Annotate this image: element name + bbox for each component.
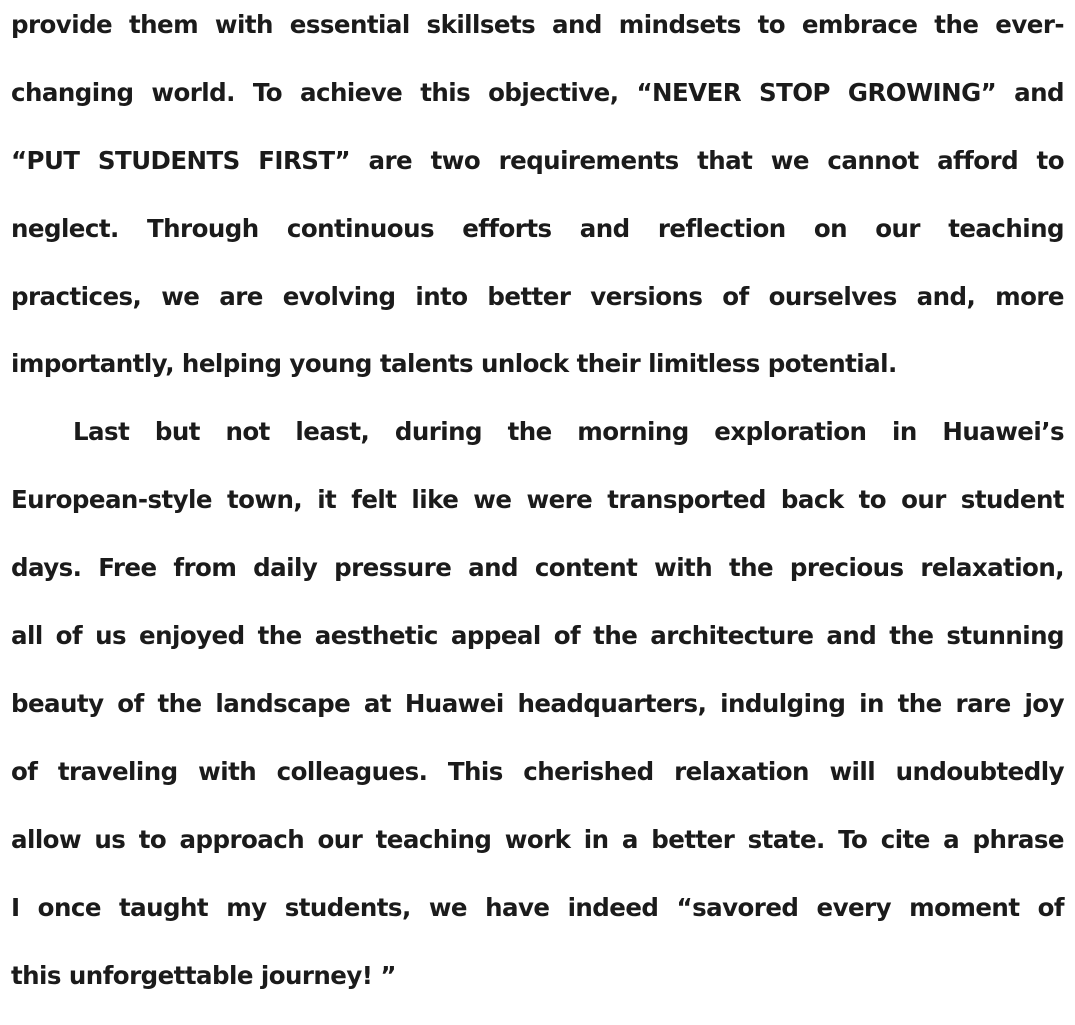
text-line: “PUT STUDENTS FIRST” are two requirements that we cannot afford to (11, 146, 1064, 175)
text-line: of traveling with colleagues. This cherished relaxation will undoubtedly (11, 757, 1064, 786)
text-line: importantly, helping young talents unlock their limitless potential. (11, 349, 897, 378)
text-line: European-style town, it felt like we were transported back to our student (11, 485, 1064, 514)
text-line: days. Free from daily pressure and content with the precious relaxation, (11, 553, 1064, 582)
text-line: beauty of the landscape at Huawei headquarters, indulging in the rare joy (11, 689, 1064, 718)
text-line: changing world. To achieve this objective, “NEVER STOP GROWING” and (11, 78, 1064, 107)
text-line: I once taught my students, we have indeed “savored every moment of (11, 893, 1064, 922)
text-line: this unforgettable journey! ” (11, 961, 396, 990)
text-line: practices, we are evolving into better versions of ourselves and, more (11, 282, 1064, 311)
text-line: neglect. Through continuous efforts and reflection on our teaching (11, 214, 1064, 243)
text-line: all of us enjoyed the aesthetic appeal of the architecture and the stunning (11, 621, 1064, 650)
text-line: Last but not least, during the morning exploration in Huawei’s (73, 417, 1064, 446)
text-line: allow us to approach our teaching work in a better state. To cite a phrase (11, 825, 1064, 854)
text-line: provide them with essential skillsets and mindsets to embrace the ever- (11, 10, 1064, 39)
